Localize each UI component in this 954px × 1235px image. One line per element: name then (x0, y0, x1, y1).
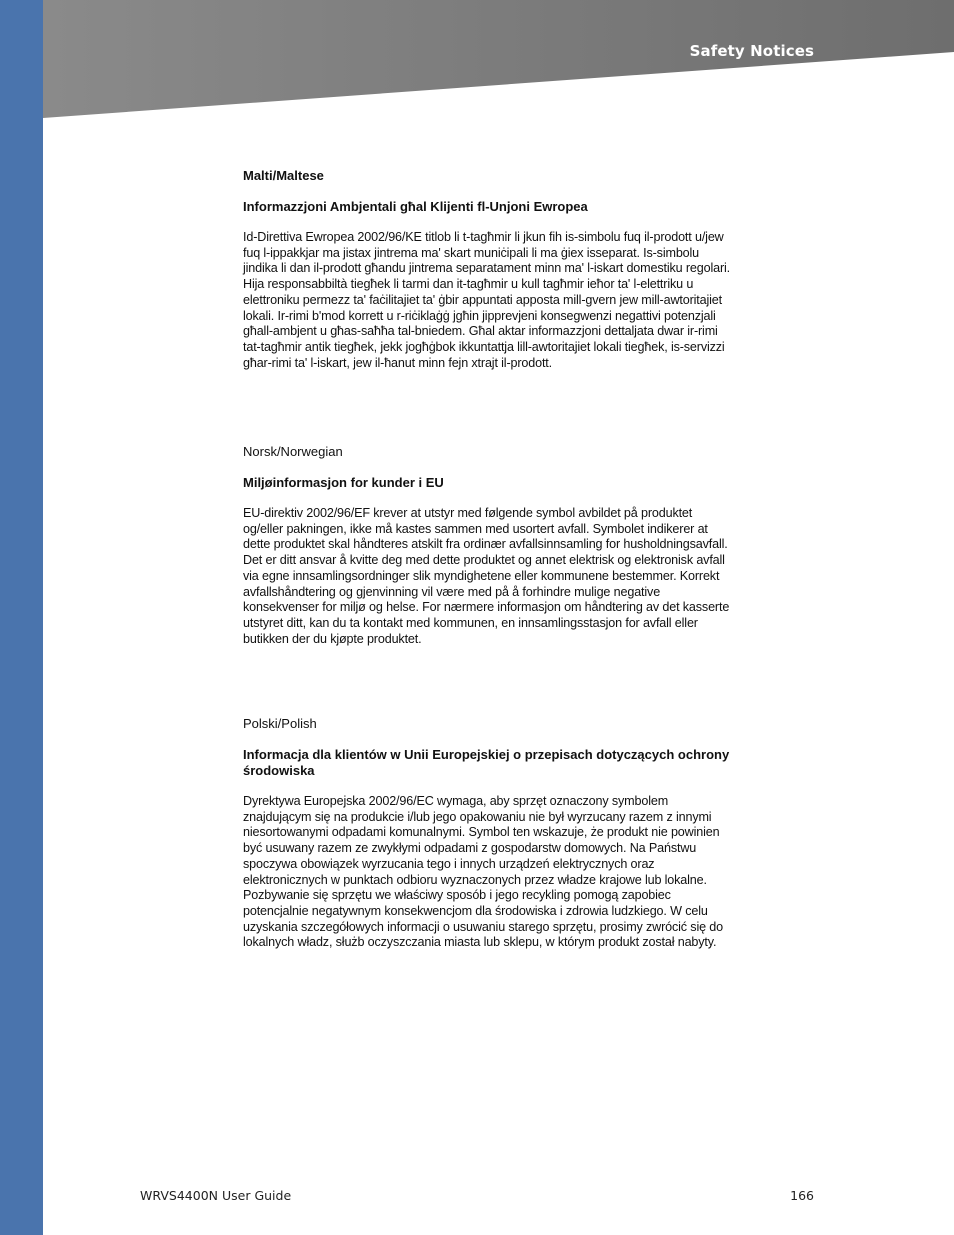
footer-guide-title: WRVS4400N User Guide (140, 1188, 292, 1203)
side-accent-bar (0, 0, 43, 1235)
section-body: EU-direktiv 2002/96/EF krever at utstyr med følgende symbol avbildet på produktet og/eller pakningen, ikke må kastes sammen med usortert avfall. Symbolet indikerer at dette produktet skal håndteres atskilt fra ordinær avfallsinnsamling for husholdningsavfall. Det er ditt ansvar å kvitte deg med dette produktet og annet elektrisk og elektronisk avfall via egne innsamlingsordninger slik myndighetene eller kommunene bestemmer. Korrekt avfallshåndtering og gjenvinning vil være med på å forhindre mulige negative konsekvenser for miljø og helse. For nærmere informasjon om håndtering av det kasserte utstyret ditt, kan du ta kontakt med kommunen, en innsamlingsstasjon for avfall eller butikken der du kjøpte produktet. (243, 506, 730, 646)
header-band (43, 0, 954, 125)
section-language: Malti/Maltese (243, 168, 324, 183)
section-polish (243, 716, 735, 951)
section-title: Safety Notices (689, 42, 814, 60)
section-norwegian (243, 444, 735, 647)
section-heading: Informazzjoni Ambjentali għal Klijenti fl-Unjoni Ewropea (243, 199, 588, 214)
section-body: Dyrektywa Europejska 2002/96/EC wymaga, aby sprzęt oznaczony symbolem znajdującym się na produkcie i/lub jego opakowaniu nie był wyrzucany razem z innymi niesortowanymi odpadami komunalnymi. Symbol ten wskazuje, że produkt nie powinien być usuwany razem ze zwykłymi odpadami z gospodarstw domowych. Na Państwu spoczywa obowiązek wyrzucania tego i innych urządzeń elektrycznych oraz elektronicznych w punktach odbioru wyznaczonych przez władze krajowe lub lokalne. Pozbywanie się sprzętu we właściwy sposób i jego recykling pomogą zapobiec potencjalnie negatywnym konsekwencjom dla środowiska i zdrowia ludzkiego. W celu uzyskania szczegółowych informacji o usuwaniu starego sprzętu, prosimy zwrócić się do lokalnych władz, służb oczyszczania miasta lub sklepu, w którym produkt został nabyty. (243, 794, 724, 950)
header-band-shape (43, 0, 954, 125)
section-body: Id-Direttiva Ewropea 2002/96/KE titlob li t-tagħmir li jkun fih is-simbolu fuq il-prodott u/jew fuq l-ippakkjar ma jistax jintrema ma' skart muniċipali li ma ġiex isseparat. Is-simbolu jindika li dan il-prodott għandu jintrema separatament minn ma' l-iskart domestiku regolari. Hija responsabbiltà tiegħek li tarmi dan it-tagħmir u kull tagħmir ieħor ta' l-elettriku u elettroniku permezz ta' faċilitajiet ta' ġbir appuntati apposta mill-gvern jew mill-awtoritajiet lokali. Ir-rimi b'mod korrett u r-riċiklaġġ jgħin jipprevjeni konsegwenzi negattivi potenzjali għall-ambjent u għas-saħħa tal-bniedem. Għal aktar informazzjoni dettaljata dwar ir-rimi tat-tagħmir antik tiegħek, jekk jogħġbok ikkuntattja lill-awtoritajiet lokali tiegħek, is-servizzi għar-rimi ta' l-iskart, jew il-ħanut minn fejn xtrajt il-prodott. (243, 230, 730, 370)
section-language: Polski/Polish (243, 716, 317, 731)
footer-page-number: 166 (790, 1188, 814, 1203)
section-heading: Miljøinformasjon for kunder i EU (243, 475, 444, 490)
section-heading: Informacja dla klientów w Unii Europejskiej o przepisach dotyczących ochrony środowiska (243, 747, 730, 778)
section-maltese (243, 168, 735, 371)
section-language: Norsk/Norwegian (243, 444, 343, 459)
